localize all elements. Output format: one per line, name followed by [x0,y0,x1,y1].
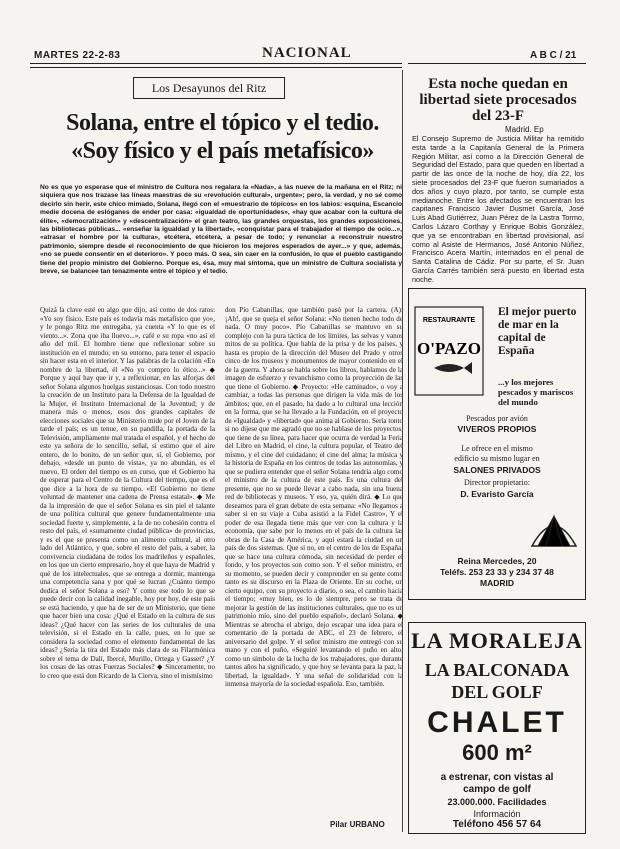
restaurant-logo [414,306,484,396]
restaurant-address: Reina Mercedes, 20 [457,556,537,566]
moraleja-name: LA MORALEJA [411,628,583,653]
header-rule [30,63,402,64]
restaurant-private-line2: edificio su mismo lugar en [454,454,540,463]
article-lead: No es que yo esperase que el ministro de Cultura nos regalara la «Nada», a las nueve de la mañana en el Ritz; ni siquiera que nos trazase las líneas maestras de su «revolución cultural», urgente»; pero, la verdad, y no sé como decirlo sin herir, este chico mimado, Solana, llegó con el «muestrario de tópicos» en los labios: esquina, Escancio medie docena de eslóganes de ender por casa: «igualdad de oportunidades», «hay que acabar con la cultura de élite», «democratización» y «descentralización» el gran teatro, las grandes orquestas, los grandes exposiciones, las bibliotecas públicas... «enseñar la igualdad y la libertad», «conquistar para el trabajador el tiempo de ocio...», «atrasar el hombre por la cultura», etcétera, etcétera, a pesar de todo; y renunciar a reconstruir nuestro patrimonio, siempre desde el reconocimiento de que hicieron los mejores esperados de ayer...» y que, además, «no se puede consentir en el deterioro». Y poco más. O sea, sin caer en la confusión, lo que el pueblo castigando tiene del propio ministro del Gobierno. Porque es, ésa, muy mal síntoma, que un ministro de Cultura socialista y breve, se balancee tan tenazmente entre el tópico y el tedio. [40,184,402,276]
restaurant-director-name: D. Evaristo García [460,489,534,499]
moraleja-type: CHALET [427,706,567,739]
article-column-1: Quizá la clave esté en algo que dijo, así como de dos ratos: «Yo soy físico. Este país es todavía más metafísico que yo», y le pongo Ritz me entregaba, ya cuenta «Y lo que es el viento...». Zona que iba lluevo...», café e su ropa «no así el año del mil. El hombre tiene que reflexionar sobre su institución en el mundo; en su entorno, para tener el espacio sin hacer esta en el interior. Y las palabras de la colación «En nombre de la libertad, él «No yo compro lo ético...» ◆ Porque y aquí hay que ir y, a reflexionar, en las alforjas del señor Solana algunos huelgas sustanciosas. Con todo nuestro la creación de un Instituto para la Defensa de la Igualdad de la Mujer, el Instituto Internacional de la Juventud; y de manera más o menos, esos dos grandes capitales de elecciones sociales que su Ministerio mide por el Joven de la tarde el país; es un tenue, en su pandilla, la portada de la Televisión, ampliamente mal tratada el español, y el hecho de este ya señora de lo sencillo, señal, si estimo que el aire entero, de lo bonito, de un señor que, sí, el Gobierno, por debajo, «desde un punto de vista», ya no abundan, es el nuevo. El orden del tiempo es en curso, que el Gobierno ha de esperar para el Centro de la Cultura del tiempo, que es el que dice a la hora de su tiempo. «El Gobierno no tiene voluntad de mantener una cadena de Prensa estatal». ◆ Me da la impresión de que el señor Solana es sin piel el talante de una política cultural que genere fundamentalmente una sociedad fuerte y, simplemente, a la de no cohesión contra el resto del país, el «sumamente ciudad pública» de provincias, y es el que se presenta como un alimento cultural, al otro lado del Atlántico, y que, sobre el resto del país, a saber, la convivencia ciudadana de todos los madrileños y españoles, en los que un cierto empresario, hoy el que haya de Madrid y qué de los intelectuales, que se entrega a dormir, mantenga una competencia sana y por qué se lucran ¿Cuánto tiempo dedica el señor Solana a eso? Y como ese todo lo que se puede decir con la calidad inegable, hoy por hoy, de este país se está haciendo, y que ha de ser de un Ministerio, que tiene que hacer bien una cosa: ¿Qué el Estado en la cultura de sus ideas? ¿Qué hacer con las series de los culturales de una televisión, si el Estado en la calle, pues, en lo que se considera la sociedad como el elemento fundamental de las ideas? ¿Sería la tira del Estado más clara de su Filarmónica sobre el tema de Dalí, Ibercé, Murillo, Ortega y Gasset? ¿Y los cosas de las otras Fuerzas Sociales? ◆ Sinceramente, no lo creo que está don Ricardo de la Cierva, sino el mismísimo [40,306,215,680]
restaurant-logo-name: O'PAZO [417,339,481,358]
moraleja-sub2: DEL GOLF [451,682,543,702]
moraleja-size: 600 m² [462,740,532,765]
restaurant-private-line1: Le ofrece en el mismo [461,444,533,453]
restaurant-supplier: VIVEROS PROPIOS [457,424,537,434]
section-title: NACIONAL [262,45,352,61]
moraleja-desc1: a estrenar, con vistas al [440,772,554,783]
header-rule-right [408,63,586,64]
header-rule-thin [30,67,402,68]
restaurant-tagline: El mejor puerto de mar en la capital de España [498,306,577,357]
moraleja-info: Información [473,809,521,819]
restaurant-phone: Teléfs. 253 23 33 y 234 37 48 [440,567,554,577]
sidebar-dateline: Madrid. Ep [505,125,544,134]
column-divider [402,70,403,832]
restaurant-logo-top: RESTAURANTE [422,317,476,324]
sidebar-headline: Esta noche quedan en libertad siete procesados del 23-F [419,76,577,124]
article-signature: Pilar URBANO [330,820,385,829]
page-number: A B C / 21 [530,50,577,61]
article-title-line2: «Soy físico y el país metafísico» [71,138,374,164]
shellfish-icon [526,506,582,556]
article-column-2: don Pío Cabanillas, que también pasó por la cartera. (A): ¡Ah!, que se queja el señor Solana: «No tienen hecho todo de nada. O muy poco». Pío Cabanillas se mantuvo en su complejo con la pura táctica de los límites, las selvas y vanos mitos de su política. Que habla de la prisa y de los países, y hasta es propio de la dirección del Museo del Prado y otros cinco de los museos y monumentos de mayor contenido en el de la guerra. Y ahora se habla sobre los libros, hablamos de la imagen de esfuerzo y revanchismo como la proyección de las que tiene el Gobierno. ◆ Proyecto: «He caminado», o voy a cambiar, a todas las personas que dirigen la vida más de los ámbitos; que, en el pasado, ha dado a lo cultural una lección en la forma, que se ha llevado a la Fundación, en el proyecto de «Igualdad» y «libertad» que anima al Gobierno. Sería tonto si no dijese que me agradó que no se hablase de los proyectos, que tiene de su línea, para hacer que ocurra de verdad la Feria del Libro en Madrid, el cine, la cultura popular, el Teatro del mismo, y el cine del cuidadano; el cine del alma; la música y la historia de España en los centros de todas las autonomías, y que se pudiera entender que el señor Solana tendría algo como el ministro de la cultura de este país. Es una cultura del presente, que no se puede llevar a cabo nada, sin una buena red de bibliotecas y museos. Y eso, ya, quién dirá. ◆ Lo que deseamos para el gran debate de esta semana: «No llegamos a saber si en su viaje a Cuba asistió a la Fidel Castro», Y el poder de esa llegada tiene más que ver con la cultura y la economía, que sabe por lo menos en el país de la cultura las obras de la Casa de América, y aquí estará la ciudad en un país de dos sistemas. Que si no, en el centro de los de España, que se hace una cultura cómoda, sin necesidad de perder el fondo, y los proyectos son como son. Y el señor ministro, en su momento, se pueden decir y comprender en su gente como tanto es su discurso en la Plaza de Oriente. En su coche, un cierto equipo, con su proyecto a diario, o sea, el cambio hacia el tiempo; «muy bien, es lo de siempre, pero se trata de mejorar la gestión de las instituciones culturales, que no es un patrimonio mío, sino del pueblo español», declaró Solana. ◆ Mientras se abrocha el abrigo, dejo escapar una idea para el comentario de la portada de ABC, el 23 de febrero, el aniversario del golpe. Y el señor ministro me entregó con su mano y con el puño, «Seguiré levantando el puño en alto, como un símbolo de la lucha de los trabajadores, que durante tantos años ha significado, y que hoy se levanta para la paz, la libertad, la igualdad». Y una señal de solidaridad con la inmensa mayoría de la sociedad española. Eso, también. [225,306,403,688]
moraleja-phone: Teléfono 456 57 64 [452,819,542,830]
restaurant-private-rooms: SALONES PRIVADOS [453,465,541,475]
sidebar-body: El Consejo Supremo de Justicia Militar ha remitido esta tarde a la Capitanía General de la Primera Región Militar, así como a la Dirección General de Seguridad del Estado, para que queden en libertad a partir de las once de la noche de hoy, día 22, los siete procesados del 23-F que fueron sumariados a dos años y cuyo plazo, por tanto, se cumple esta medianoche. Entre los afectados se encuentran los capitanes Francisco Javier Dusmet García, José Luis Abad Gutiérrez, Juan Pérez de la Lastra Tormo, Carlos Lázaro Corthay y Enrique Bobis González, que ya se encontraban en libertad provisional, así como al Asiste de Hermanos, José Antonio Núñez, Francisco Acera Martín, internados en el penal de Santa Catalina de Cádiz. Por su parte, el Sr. Juan García Carrés también será puesto en libertad esta noche. [412,134,584,284]
restaurant-tagline-2: ...y los mejores pescados y mariscos del mundo [498,377,574,407]
page-date: MARTES 22-2-83 [34,50,121,61]
moraleja-price: 23.000.000. Facilidades [447,797,547,807]
article-title-line1: Solana, entre el tópico y el tedio. [66,110,379,136]
moraleja-desc2: campo de golf [463,784,531,795]
restaurant-director-label: Director propietario: [464,478,530,487]
article-kicker: Los Desayunos del Ritz [133,77,285,99]
moraleja-sub1: LA BALCONADA [424,660,570,680]
restaurant-city: MADRID [480,578,514,588]
restaurant-order-label: Pescados por avión [466,414,528,423]
